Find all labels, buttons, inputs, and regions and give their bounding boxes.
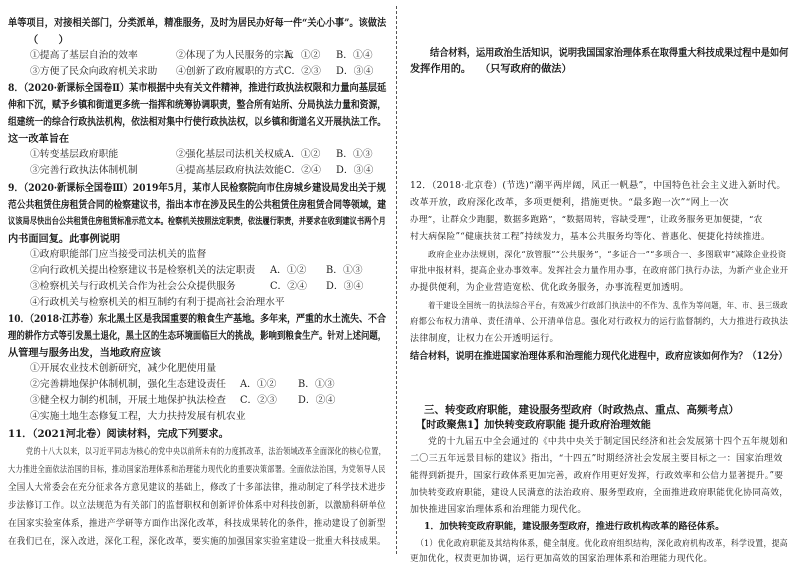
choice-a: A．①② xyxy=(284,149,321,160)
focus-line: （1）优化政府职能及其结构体系，健全制度。优化政府组织结构，深化政府机构改革，科学设置，提高 xyxy=(416,539,788,549)
section-heading: 三、转变政府职能，建设服务型政府（时政热点、重点、高频考点） xyxy=(424,404,739,416)
option-3: ③健全权力制约机制，开展土地保护执法检查 xyxy=(30,395,226,406)
q8-stem-line: 8．（2020·新课标全国卷Ⅱ）某市根据中央有关文件精神，推进行政执法权限和力量向基层延 xyxy=(8,82,387,94)
choice-c: C．②③ xyxy=(284,66,321,77)
q7-stem-line: 单等项目，对接相关部门，分类派单，精准服务，及时为居民办好每一件“关心小事”。该做法 xyxy=(8,17,387,29)
column-divider xyxy=(396,6,397,554)
choice-c: C．②④ xyxy=(284,165,321,176)
q12-line: 政府企业办法规则，深化“放管服”“公共服务”，“多证合一”“多项合一、多图联审”减除企业投资 xyxy=(428,249,787,259)
option-4: ④提高基层政府执法效能 xyxy=(176,165,284,176)
q11-stem-line: 11．（2021河北卷）阅读材料，完成下列要求。 xyxy=(8,428,229,440)
option-2: ②体现了为人民服务的宗旨 xyxy=(176,50,294,61)
focus-line: 更加优化，权责更加协调，运行更加高效的国家治理体系和治理能力现代化。 xyxy=(410,554,713,564)
choice-b: B．①③ xyxy=(336,149,373,160)
choice-d: D．③④ xyxy=(336,165,374,176)
focus-line: 加快推进国家治理体系和治理能力现代化。 xyxy=(410,505,587,515)
q12-line: 法律制度，让权力在公开透明运行。 xyxy=(410,334,559,344)
focus-line: 能得到新提升，国家行政体系更加完善，政府作用更好发挥，行政效率和公信力显著提升。”要 xyxy=(410,471,784,481)
question-line: 结合材料，运用政治生活知识，说明我国国家治理体系在取得重大科技成果过程中是如何 xyxy=(430,47,789,59)
material-line: 全国人大常委会在充分征求各方意见建议的基础上，修改了十多部法律，推动制定了科学技术进步 xyxy=(8,483,386,493)
q12-line: 12．（2018·北京卷）(节选)“潮平两岸阔，风正一帆悬”，中国特色社会主义进入新时代。 xyxy=(410,180,786,191)
option-4: ④行政机关与检察机关的相互制约有利于提高社会治理水平 xyxy=(30,297,285,308)
answer-blank: （ ） xyxy=(28,34,69,46)
choice-b: B．①③ xyxy=(326,265,363,276)
q9-stem-line: 范公共租赁住房租赁合同的检察建议书，指出本市在涉及民生的公共租赁住房租赁合同等领域，建 xyxy=(8,199,387,211)
question-note: （只写政府的做法） xyxy=(480,63,572,75)
focus-line: 加快转变政府职能，建设人民满意的法治政府、服务型政府，全面推进政府职能优化协同高效， xyxy=(410,488,789,498)
option-2: ②向行政机关提出检察建议书是检察机关的法定职责 xyxy=(30,265,256,276)
focus-heading: 【时政聚焦1】加快转变政府职能 提升政府治理效能 xyxy=(416,419,651,431)
q12-line: 着干建设全国统一的执法综合平台，有效减少行政部门执法中的不作为、乱作为等问题，年、市、县三级政 xyxy=(428,300,788,310)
option-3: ③检察机关与行政机关合作为社会公众提供服务 xyxy=(30,281,236,292)
choice-c: C．②④ xyxy=(270,281,307,292)
option-4: ④创新了政府履职的方式 xyxy=(176,66,284,77)
q10-stem-line: 从管理与服务出发，当地政府应该 xyxy=(8,347,161,359)
option-1: ①转变基层政府职能 xyxy=(30,149,119,160)
choice-b: B．①④ xyxy=(336,50,373,61)
choice-a: A．①② xyxy=(240,379,277,390)
option-3: ③方便了民众向政府机关求助 xyxy=(30,66,158,77)
material-line: 在国家实验室体系，推进产学研等方面作出深化改革，科技成果转化的条件，推动建设了创新型 xyxy=(8,519,386,529)
q12-line: 办理”，让群众少跑腿，数据多跑路”，“数据周转，容缺受理”，让政务服务更加便捷，“农 xyxy=(410,215,763,225)
option-4: ④实施土地生态修复工程，大力扶持发展有机农业 xyxy=(30,411,246,422)
option-2: ②完善耕地保护体制机制，强化生态建设责任 xyxy=(30,379,226,390)
q12-line: 审批申报材料，提高企业办事效率。发挥社会力量作用办事，在政府部门执行办法，为新产业企业开 xyxy=(410,266,789,276)
q12-line: 府都公布权力清单、责任清单、公开清单信息。强化对行政权力的运行监督制约，大力推进行政执法 xyxy=(410,317,789,327)
option-2: ②强化基层司法机关权威 xyxy=(176,149,284,160)
focus-line: 党的十九届五中全会通过的《中共中央关于制定国民经济和社会发展第十四个五年规划和 xyxy=(428,437,788,447)
option-1: ①开展农业技术创新研究，减少化肥使用量 xyxy=(30,363,217,374)
q10-stem-line: 10．（2018·江苏卷）东北黑土区是我国重要的粮食生产基地。多年来，严重的水土流失、不合 xyxy=(8,313,387,325)
choice-c: C．②③ xyxy=(240,395,277,406)
choice-d: D．③④ xyxy=(336,66,374,77)
material-line: 党的十八大以来，以习近平同志为核心的党中央以前所未有的力度抓改革，法治领域改革全面深化的核心位置， xyxy=(26,447,386,457)
q9-stem-line: 议该局尽快出台公共租赁住房租赁标准示范文本。检察机关按照法定职责，依法履行职责，并要求在收到建议书两个月 xyxy=(8,216,386,227)
q12-line: 改革开放，政府深化改革，多项更便利，措施更快。“最多跑一次”“网上一次 xyxy=(410,197,729,208)
choice-d: D．③④ xyxy=(326,281,364,292)
q8-stem-line: 这一改革旨在 xyxy=(8,133,70,145)
q12-line: 村大病保险”“健康扶贫工程”持续发力，基本公共服务均等化、普惠化、便捷化持续推进。 xyxy=(410,232,771,242)
choice-b: B．①③ xyxy=(298,379,335,390)
q9-stem-line: 9．（2020·新课标全国卷Ⅲ）2019年5月，某市人民检察院向市住房城乡建设局发出关于规 xyxy=(8,182,386,194)
choice-a: A．①② xyxy=(284,50,321,61)
option-3: ③完善行政执法体制机制 xyxy=(30,165,138,176)
option-1: ①政府职能部门应当接受司法机关的监督 xyxy=(30,249,207,260)
q12-line: 办提供便利，为企业营造宽松、优化政务服务，办事流程更加透明。 xyxy=(410,283,690,293)
choice-d: D．②④ xyxy=(298,395,336,406)
q10-stem-line: 理的耕作方式等引发黑土退化，黑土区的生态环境面临巨大的挑战，影响到粮食生产。针对上述问题， xyxy=(8,330,387,342)
material-line: 在我们已在，深入改进，深化工程，深化改革，要实施的加强国家实验室建设一批重大科技成果。 xyxy=(8,537,386,547)
material-line: 步法修订工作。以立法规范为有关部门的监督职权和创新评价体系中对科技创新，以激励科研单位 xyxy=(8,501,386,511)
q8-stem-line: 伸和下沉，赋予乡镇和街道更多统一指挥和统筹协调职责，整合所有站所、分局执法力量和资源， xyxy=(8,99,387,111)
choice-a: A．①② xyxy=(270,265,307,276)
focus-subheading: 1．加快转变政府职能，建设服务型政府，推进行政机构改革的路径体系。 xyxy=(424,521,725,532)
option-1: ①提高了基层自治的效率 xyxy=(30,50,138,61)
q12-question: 结合材料，说明在推进国家治理体系和治理能力现代化进程中，政府应该如何作为？（12分） xyxy=(410,351,788,362)
focus-line: 二〇三五年远景目标的建议》指出，“十四五”时期经济社会发展主要目标之一：国家治理效 xyxy=(410,454,783,464)
q9-stem-line: 内书面回复。此事例说明 xyxy=(8,233,121,245)
question-line: 发挥作用的。 xyxy=(410,63,472,75)
q8-stem-line: 组建统一的综合行政执法机构，依法相对集中行使行政执法权，以乡镇和街道名义开展执法工作。 xyxy=(8,116,387,128)
material-line: 大力推进全面依法治国的目标，推动国家治理体系和治理能力现代化的重要决策部署。全面依法治国，为党领导人民 xyxy=(8,465,386,475)
